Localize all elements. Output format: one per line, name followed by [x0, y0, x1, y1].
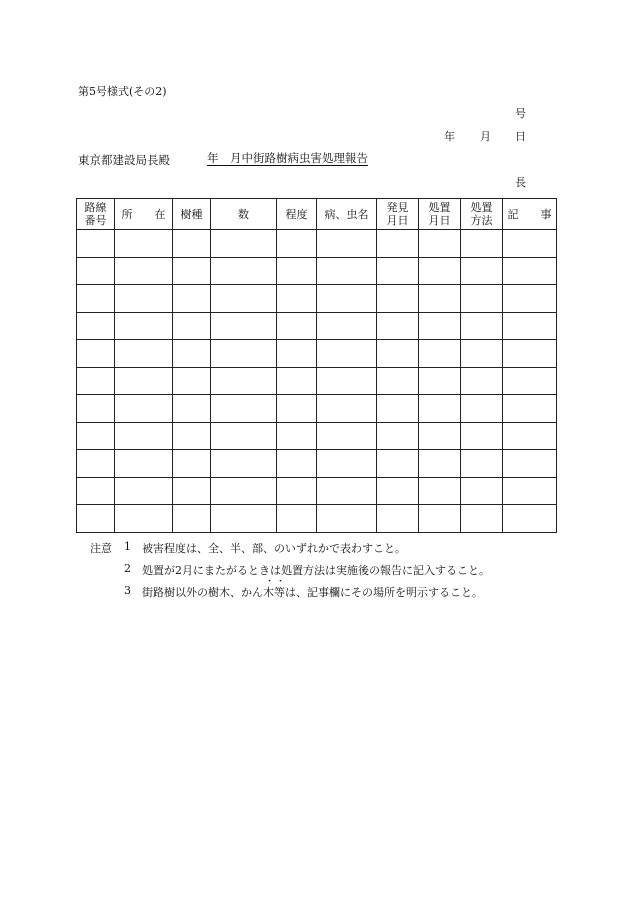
table-cell[interactable]	[461, 312, 503, 340]
table-row	[77, 230, 557, 258]
table-cell[interactable]	[173, 257, 211, 285]
table-cell[interactable]	[317, 505, 377, 533]
table-cell[interactable]	[115, 340, 173, 368]
notes-heading: 注意	[90, 542, 112, 555]
table-cell[interactable]	[503, 257, 557, 285]
table-cell[interactable]	[503, 395, 557, 423]
table-cell[interactable]	[173, 450, 211, 478]
table-cell[interactable]	[503, 312, 557, 340]
table-cell[interactable]	[419, 422, 461, 450]
table-cell[interactable]	[173, 340, 211, 368]
table-cell[interactable]	[77, 312, 115, 340]
addressee: 東京都建設局長殿	[78, 153, 170, 167]
note-number: 3	[124, 584, 131, 597]
table-cell[interactable]	[317, 477, 377, 505]
table-cell[interactable]	[173, 395, 211, 423]
table-cell[interactable]	[211, 230, 277, 258]
table-cell[interactable]	[461, 450, 503, 478]
table-cell[interactable]	[77, 422, 115, 450]
table-cell[interactable]	[377, 367, 419, 395]
table-cell[interactable]	[377, 395, 419, 423]
table-cell[interactable]	[317, 257, 377, 285]
column-header-line: 処置	[470, 201, 493, 214]
table-cell[interactable]	[211, 312, 277, 340]
table-cell[interactable]	[77, 395, 115, 423]
table-row	[77, 477, 557, 505]
table-cell[interactable]	[461, 422, 503, 450]
table-cell[interactable]	[173, 367, 211, 395]
table-cell[interactable]	[461, 340, 503, 368]
table-cell[interactable]	[115, 367, 173, 395]
sender-label: 長	[515, 176, 526, 189]
table-cell[interactable]	[317, 340, 377, 368]
table-cell[interactable]	[77, 450, 115, 478]
table-cell[interactable]	[317, 395, 377, 423]
report-table	[76, 198, 557, 533]
table-cell[interactable]	[277, 230, 317, 258]
table-cell[interactable]	[419, 340, 461, 368]
table-row	[77, 257, 557, 285]
table-cell[interactable]	[377, 312, 419, 340]
table-cell[interactable]	[419, 257, 461, 285]
table-cell[interactable]	[317, 312, 377, 340]
table-cell[interactable]	[277, 367, 317, 395]
table-cell[interactable]	[419, 312, 461, 340]
table-row	[77, 505, 557, 533]
table-cell[interactable]	[377, 450, 419, 478]
table-cell[interactable]	[503, 367, 557, 395]
table-cell[interactable]	[173, 312, 211, 340]
table-cell[interactable]	[461, 395, 503, 423]
note-text: 処置が2月にまたがるときは処置方法は実施後の報告に記入すること。	[142, 564, 490, 577]
table-cell[interactable]	[317, 367, 377, 395]
table-row	[77, 285, 557, 313]
table-cell[interactable]	[377, 257, 419, 285]
column-header-line: 月日	[428, 214, 451, 227]
table-cell[interactable]	[503, 477, 557, 505]
column-header-pest-name	[317, 199, 377, 230]
table-cell[interactable]	[77, 505, 115, 533]
table-cell[interactable]	[277, 257, 317, 285]
table-cell[interactable]	[377, 230, 419, 258]
table-cell[interactable]	[277, 285, 317, 313]
table-cell[interactable]	[461, 477, 503, 505]
emphasis-dot-mark: ・	[276, 577, 286, 587]
table-cell[interactable]	[77, 367, 115, 395]
table-cell[interactable]	[173, 230, 211, 258]
table-cell[interactable]	[277, 312, 317, 340]
table-cell[interactable]	[277, 450, 317, 478]
table-cell[interactable]	[503, 285, 557, 313]
table-cell[interactable]	[211, 450, 277, 478]
table-cell[interactable]	[211, 340, 277, 368]
table-cell[interactable]	[211, 395, 277, 423]
table-cell[interactable]	[317, 285, 377, 313]
table-cell[interactable]	[173, 477, 211, 505]
table-cell[interactable]	[173, 285, 211, 313]
table-cell[interactable]	[419, 367, 461, 395]
column-header-treatment-date	[419, 199, 461, 230]
table-cell[interactable]	[277, 505, 317, 533]
column-header-treatment-method	[461, 199, 503, 230]
table-cell[interactable]	[419, 230, 461, 258]
column-header-discovery-date	[377, 199, 419, 230]
column-header-tree-species	[173, 199, 211, 230]
table-cell[interactable]	[211, 367, 277, 395]
table-cell[interactable]	[115, 422, 173, 450]
table-cell[interactable]	[115, 312, 173, 340]
table-cell[interactable]	[461, 505, 503, 533]
column-header-line: 数	[238, 207, 249, 221]
table-cell[interactable]	[211, 422, 277, 450]
column-header-severity	[277, 199, 317, 230]
table-cell[interactable]	[503, 505, 557, 533]
column-header-line: 病、虫名	[324, 207, 369, 221]
table-cell[interactable]	[419, 450, 461, 478]
table-cell[interactable]	[503, 450, 557, 478]
table-cell[interactable]	[77, 285, 115, 313]
table-cell[interactable]	[377, 285, 419, 313]
emphasis-dot-mark: ・	[265, 577, 275, 587]
table-cell[interactable]	[419, 395, 461, 423]
column-header-line: 樹種	[180, 207, 203, 221]
table-header-row	[77, 199, 557, 230]
table-cell[interactable]	[503, 422, 557, 450]
table-row	[77, 450, 557, 478]
column-header-line: 番号	[84, 214, 107, 227]
table-cell[interactable]	[277, 340, 317, 368]
table-cell[interactable]	[461, 257, 503, 285]
note-text: 街路樹以外の樹木、かん木等は、記事欄にその場所を明示すること。	[142, 586, 483, 599]
table-cell[interactable]	[211, 477, 277, 505]
column-header-count	[211, 199, 277, 230]
table-cell[interactable]	[211, 505, 277, 533]
table-cell[interactable]	[115, 230, 173, 258]
table-cell[interactable]	[377, 340, 419, 368]
table-cell[interactable]	[115, 505, 173, 533]
table-cell[interactable]	[77, 477, 115, 505]
table-cell[interactable]	[377, 422, 419, 450]
column-header-line: 路線	[84, 201, 107, 214]
note-text: 被害程度は、全、半、部、のいずれかで表わすこと。	[142, 542, 406, 555]
column-header-remarks	[503, 199, 557, 230]
column-header-line: 方法	[470, 214, 493, 227]
table-row	[77, 395, 557, 423]
table-cell[interactable]	[115, 257, 173, 285]
table-cell[interactable]	[461, 367, 503, 395]
note-number: 1	[124, 540, 131, 553]
column-header-route-number	[77, 199, 115, 230]
table-cell[interactable]	[115, 477, 173, 505]
table-cell[interactable]	[419, 477, 461, 505]
table-cell[interactable]	[377, 505, 419, 533]
table-cell[interactable]	[115, 450, 173, 478]
table-body	[77, 230, 557, 533]
table-row	[77, 422, 557, 450]
table-row	[77, 340, 557, 368]
note-number: 2	[124, 562, 131, 575]
table-cell[interactable]	[419, 505, 461, 533]
column-header-line: 程度	[285, 207, 308, 221]
date-day-label: 日	[515, 130, 526, 143]
table-cell[interactable]	[211, 285, 277, 313]
table-cell[interactable]	[77, 340, 115, 368]
column-header-line: 月日	[386, 214, 409, 227]
table-row	[77, 367, 557, 395]
table-cell[interactable]	[77, 257, 115, 285]
table-cell[interactable]	[173, 505, 211, 533]
report-title: 年 月中街路樹病虫害処理報告	[207, 151, 368, 165]
form-id: 第5号様式(その2)	[78, 85, 167, 98]
table-cell[interactable]	[277, 395, 317, 423]
table-cell[interactable]	[277, 422, 317, 450]
table-cell[interactable]	[77, 230, 115, 258]
column-header-location	[115, 199, 173, 230]
date-year-label: 年	[444, 130, 455, 143]
table-cell[interactable]	[419, 285, 461, 313]
table-cell[interactable]	[173, 422, 211, 450]
table-row	[77, 312, 557, 340]
column-header-line: 所 在	[121, 207, 166, 221]
table-cell[interactable]	[115, 285, 173, 313]
column-header-line: 発見	[386, 201, 409, 214]
table-cell[interactable]	[317, 230, 377, 258]
table-cell[interactable]	[317, 422, 377, 450]
date-month-label: 月	[480, 130, 491, 143]
document-number-label: 号	[515, 107, 526, 120]
column-header-line: 処置	[428, 201, 451, 214]
table-cell[interactable]	[115, 395, 173, 423]
table-cell[interactable]	[503, 340, 557, 368]
table-cell[interactable]	[461, 230, 503, 258]
table-cell[interactable]	[211, 257, 277, 285]
table-cell[interactable]	[317, 450, 377, 478]
table-cell[interactable]	[503, 230, 557, 258]
table-cell[interactable]	[377, 477, 419, 505]
column-header-line: 記 事	[507, 207, 552, 221]
table-cell[interactable]	[277, 477, 317, 505]
table-cell[interactable]	[461, 285, 503, 313]
